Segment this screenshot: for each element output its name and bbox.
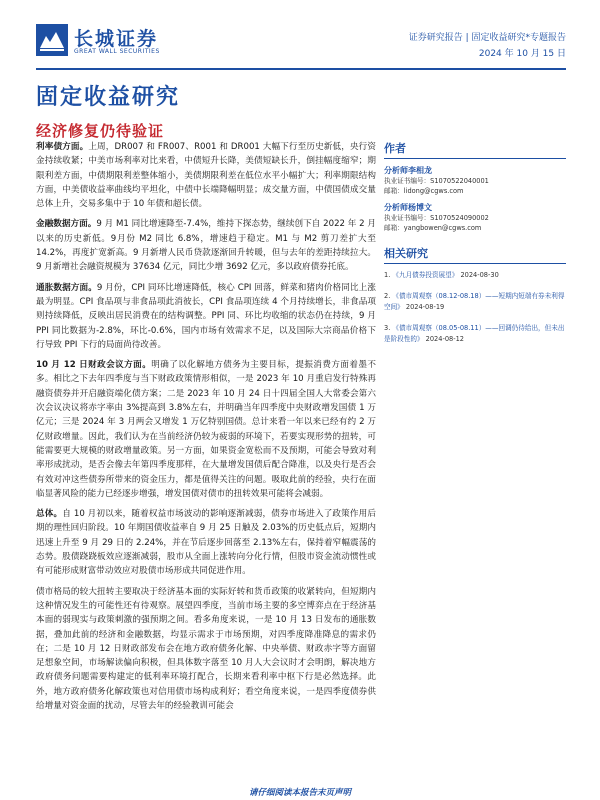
logo-chinese-name: 长城证券	[74, 28, 159, 50]
paragraph-text: 9 月 M1 同比增速降至-7.4%，维持下探态势，继续创下自 2022 年 2 月以来的历史新低。9月份 M2 同比 6.8%，增速趋于稳定。M1 与 M2 剪刀差扩大至 14.2%，再度扩宽新高。9 月新增人民币贷款逐渐回升转暖，但与去年的差距持续拉大。9 月新增社会融资规模为 37634 亿元，同比少增 3692 亿元，多以政府债券托底。	[36, 219, 376, 273]
report-subtitle: 经济修复仍待验证	[36, 122, 165, 140]
company-logo	[36, 22, 186, 60]
author-name: 分析师李相龙	[384, 166, 432, 175]
related-title[interactable]: 《债市周观察（08.05-08.11）——回调仍待给出，但未出是阶段性的》	[384, 324, 565, 343]
related-title[interactable]: 《债市周观察（08.12-08.18）——短期内短端有券未利得空间》	[384, 292, 565, 311]
report-date: 2024 年 10 月 15 日	[478, 49, 566, 59]
footer-disclaimer: 请仔细阅读本报告末页声明	[248, 788, 351, 798]
paragraph-text: 9 月份，CPI 同环比增速降低，核心 CPI 回落，鲜菜和猪肉价格同比上涨最为明显。CPI 食品项与非食品项此消彼长，CPI 食品项连续 4 个月持续增长，非食品项则持续降低，反映出居民消费在的结构调整。PPI 同、环比均收缩的状态仍在持续，9 月 PPI 同比数据为-2.8%，环比-0.6%，国内市场有效需求不足，以及国际大宗商品价格下行导致 PPI 下行的局面尚待改善。	[36, 282, 376, 350]
related-title[interactable]: 《九月债券投资展望》	[392, 271, 459, 279]
paragraph-lead: 通胀数据方面。	[36, 282, 97, 293]
author-card	[384, 165, 566, 196]
paragraph-summary	[36, 507, 376, 578]
related-report[interactable]	[384, 323, 566, 345]
related-num: 3.	[384, 324, 391, 332]
related-date: 2024-08-30	[460, 271, 499, 279]
paragraph-lead: 总体。	[36, 509, 63, 520]
report-type: 证券研究报告 | 固定收益研究*专题报告	[408, 33, 566, 43]
sidebar	[384, 140, 566, 355]
related-date: 2024-08-12	[425, 335, 464, 343]
author-cert: 执业证书编号：S1070524090002	[384, 214, 489, 222]
great-wall-logo-icon	[36, 24, 68, 56]
header-divider	[36, 68, 566, 70]
paragraph-text: 自 10 月初以来，随着权益市场波动的影响逐渐减弱，债券市场进入了政策作用后期的理性回归阶段。10 年期国债收益率自 9 月 25 日触及 2.03%的历史低点后，短期内迅速上升至 9 月 29 日的 2.24%，并在节后逐步回落至 2.13%左右，保持着窄幅震荡的态势。股债跷跷板效应逐渐减弱，股市从全面上涨转向分化行情，但股市资金流动惯性或有可能形成财富带动效应对股债市场形成共同促进作用。	[36, 509, 376, 577]
paragraph-text: 明确了以化解地方债务为主要目标，提振消费方面着墨不多。相比之下去年四季度与当下财政政策情形相似，一是 2023 年 10 月重启发行特殊再融资债券并开启融资端化债方案；二是 2023 年 10 月 24 日十四届全国人大常委会第六次会议决议将赤字率由 3%提高到 3.8%左右，并明确当年四季度中央财政增发国债 1 万亿元；三是 2024 年 3 月两会又增发 1 万亿特别国债。总计来看一年以来已经有约 2 万亿财政增量。因此，我们认为在当前经济仍较为疲弱的环境下，若要实现形势的扭转，可能需要更大规模的财政增量政策。另一方面，如果资金宽松而不及预期，可能会导致对利率形成扰动，是否会像去年第四季度那样，在大量增发国债后配合降准，以及央行是否会有效对冲这些债券所带来的资金压力，都是值得关注的问题。吸取此前的经验，央行在面临显著风险的能力已经逐步增强，增发国债对债市的扭转效果可能将会减弱。	[36, 360, 376, 499]
paragraph-financial	[36, 217, 376, 274]
paragraph-text: 债市格局的较大扭转主要取决于经济基本面的实际好转和货币政策的收紧转向，但短期内这种情况发生的可能性还有待观察。展望四季度，当前市场主要的多空博弈点在于经济基本面的弱现实与政策刺激的强预期之间。看多角度来说，一是 10 月 13 日发布的通胀数据，叠加此前的经济和金融数据，均显示需求于市场预期，对四季度降准降息的需求仍在；二是 10 月 12 日财政部发布会在地方政府债务化解、中央举债、财政赤字等方面留足想象空间，市场解读偏向积极，但具体数字落至 10 月人大会议时才会明朗，解决地方政府债务问题需要构建定的低利率环境打配合，长期来看利率中枢下行是必然选择。此外，地方政府债务化解政策也对信用债市场构成利好；看空角度来说，一是四季度债券供给增量对资金面的扰动，尽管去年的经验教训可能会	[36, 586, 376, 711]
paragraph-lead: 金融数据方面。	[36, 219, 97, 230]
related-report[interactable]	[384, 291, 566, 313]
related-num: 2.	[384, 292, 391, 300]
author-card	[384, 202, 566, 233]
logo-english-name: GREAT WALL SECURITIES	[74, 48, 160, 55]
author-name: 分析师杨博文	[384, 203, 432, 212]
paragraph-fiscal	[36, 358, 376, 501]
paragraph-text: 上周，DR007 和 FR007、R001 和 DR001 大幅下行至历史新低，央行资金持续收紧；中美市场利率对比来看，中债短升长降，美债短缺长升，倒挂幅度缩窄；期限利差方面，中债期限利差整体缩小，美债期限利差在低位水平小幅扩大；利率期限结构方面，中美债收益率曲线均平坦化，中债中长端降幅明显；成交量方面，中债国债成交量总体上升，交易多集中于 10 年债和超长债。	[36, 142, 376, 210]
related-num: 1.	[384, 271, 391, 279]
paragraph-outlook	[36, 585, 376, 714]
paragraph-lead: 10 月 12 日财政会议方面。	[36, 360, 152, 371]
paragraph-inflation	[36, 281, 376, 352]
authors-heading: 作者	[384, 140, 566, 159]
author-email[interactable]: 邮箱：lidong@cgws.com	[384, 187, 464, 195]
paragraph-rates	[36, 140, 376, 211]
author-cert: 执业证书编号：S1070522040001	[384, 177, 489, 185]
report-meta	[409, 30, 566, 62]
related-heading: 相关研究	[384, 245, 566, 264]
main-body	[36, 140, 376, 719]
related-date: 2024-08-19	[405, 303, 445, 311]
page-title: 固定收益研究	[36, 85, 181, 110]
related-report[interactable]	[384, 270, 566, 281]
author-email[interactable]: 邮箱：yangbowen@cgws.com	[384, 224, 482, 232]
paragraph-lead: 利率债方面。	[36, 142, 89, 152]
